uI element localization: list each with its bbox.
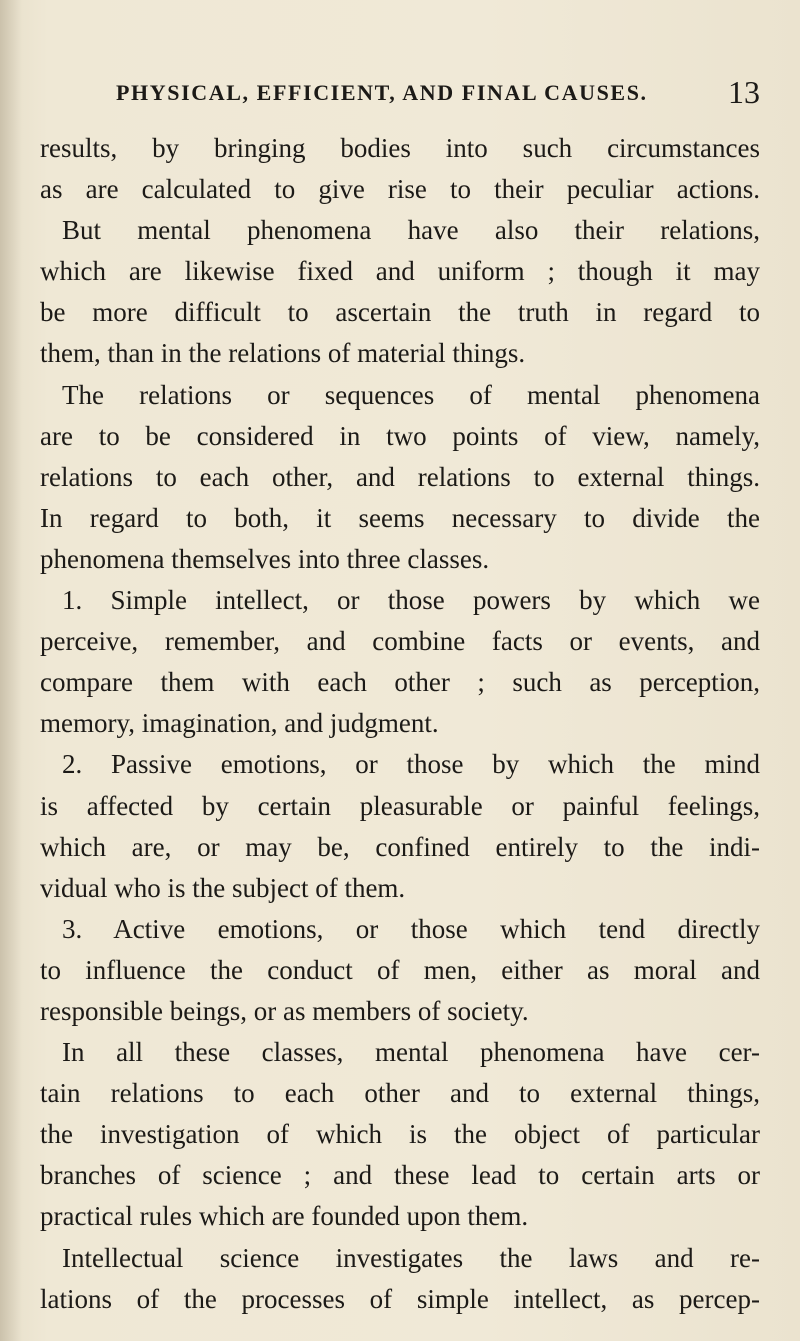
- running-title: PHYSICAL, EFFICIENT, AND FINAL CAUSES.: [116, 80, 648, 105]
- spine-shadow: [0, 0, 22, 1341]
- text-line: tain relations to each other and to external things,: [40, 1078, 760, 1109]
- text-line: memory, imagination, and judgment.: [40, 708, 439, 739]
- text-line: perceive, remember, and combine facts or events, and: [40, 626, 760, 657]
- text-line: 1. Simple intellect, or those powers by which we: [62, 585, 760, 616]
- text-line: them, than in the relations of material things.: [40, 338, 526, 369]
- text-line: 3. Active emotions, or those which tend directly: [62, 913, 760, 944]
- text-line: is affected by certain pleasurable or painful feelings,: [40, 790, 760, 821]
- text-line: are to be considered in two points of view, namely,: [40, 420, 760, 451]
- text-line: the investigation of which is the object of particular: [40, 1119, 760, 1150]
- text-line: In regard to both, it seems necessary to divide the: [40, 502, 760, 533]
- text-line: But mental phenomena have also their relations,: [62, 215, 760, 246]
- text-line: be more difficult to ascertain the truth in regard to: [40, 297, 760, 328]
- body-text: [40, 128, 760, 1320]
- text-line: practical rules which are founded upon them.: [40, 1201, 529, 1232]
- text-line: phenomena themselves into three classes.: [40, 543, 490, 574]
- text-line: as are calculated to give rise to their peculiar actions.: [40, 174, 760, 205]
- text-line: vidual who is the subject of them.: [40, 872, 406, 903]
- text-line: In all these classes, mental phenomena have cer-: [62, 1037, 760, 1068]
- text-line: relations to each other, and relations to external things.: [40, 461, 760, 492]
- text-line: to influence the conduct of men, either as moral and: [40, 954, 760, 985]
- text-line: The relations or sequences of mental phenomena: [62, 379, 760, 410]
- text-line: Intellectual science investigates the laws and re-: [62, 1242, 760, 1273]
- running-head: [112, 74, 760, 114]
- text-line: branches of science ; and these lead to certain arts or: [40, 1160, 760, 1191]
- text-line: which are likewise fixed and uniform ; though it may: [40, 256, 760, 287]
- text-line: results, by bringing bodies into such circumstances: [40, 133, 760, 163]
- text-line: responsible beings, or as members of society.: [40, 995, 529, 1026]
- text-line: which are, or may be, confined entirely to the indi-: [40, 831, 760, 862]
- page-number: 13: [728, 74, 760, 110]
- text-line: 2. Passive emotions, or those by which the mind: [62, 749, 760, 780]
- text-line: compare them with each other ; such as perception,: [40, 667, 760, 698]
- text-line: lations of the processes of simple intellect, as percep-: [40, 1283, 760, 1314]
